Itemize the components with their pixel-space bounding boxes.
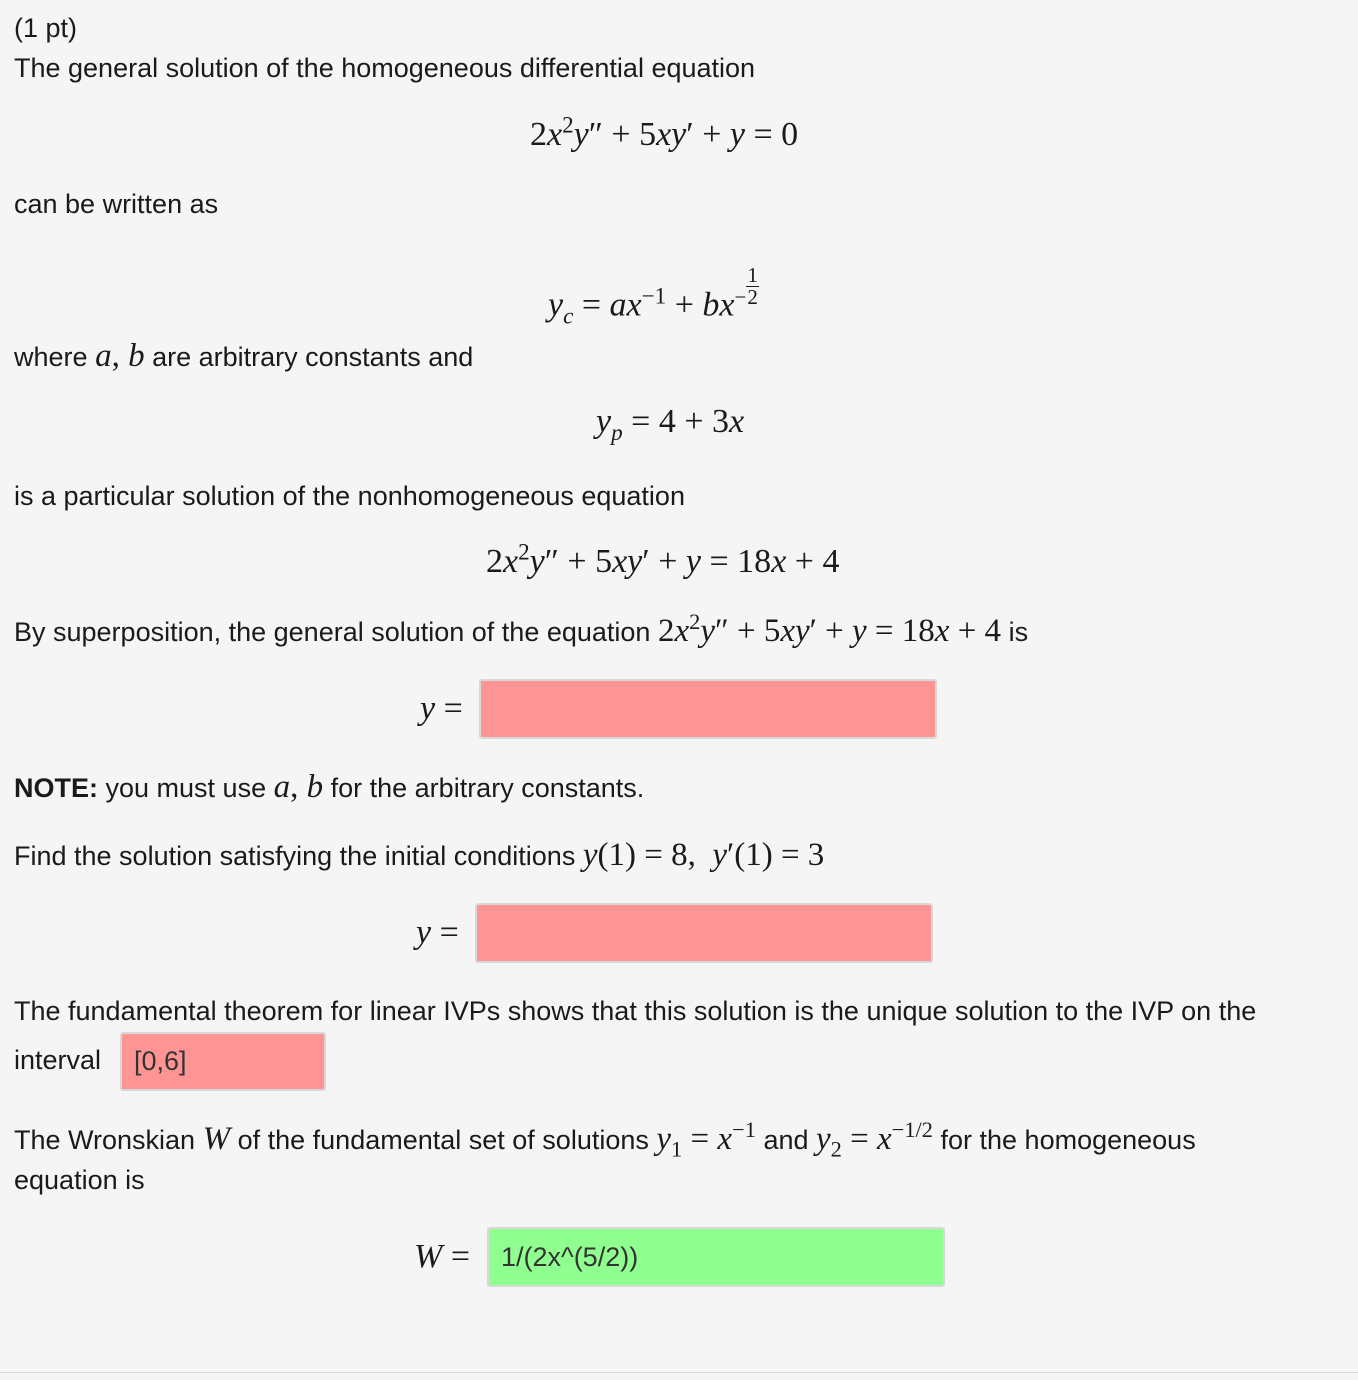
nonhomogeneous-equation: $2x^2y'' + 5xy' + y = 18x + 4$ xyxy=(486,539,840,580)
interval-label: interval xyxy=(14,1045,102,1075)
particular-text: is a particular solution of the nonhomogeneous equation xyxy=(14,481,685,511)
points-label: (1 pt) xyxy=(14,13,78,43)
theorem-text: The fundamental theorem for linear IVPs shows that this solution is the unique solution to the IVP on the xyxy=(14,996,1257,1026)
ivp-solution-input[interactable] xyxy=(475,903,933,963)
equation-is-text: equation is xyxy=(14,1165,145,1195)
wronskian-input[interactable] xyxy=(487,1227,945,1287)
particular-solution: $y_p = 4 + 3x$ xyxy=(596,403,745,446)
can-be-written-text: can be written as xyxy=(14,189,219,219)
general-solution-input[interactable] xyxy=(479,679,937,739)
intro-text: The general solution of the homogeneous differential equation xyxy=(14,53,756,83)
general-solution-label: y = xyxy=(420,690,463,727)
superposition-text: By superposition, the general solution of the equation $2x^2y'' + 5xy' + y = 18x + 4$ is xyxy=(14,609,1029,649)
wronskian-label: W = xyxy=(414,1238,471,1275)
homogeneous-equation: $2x^2y'' + 5xy' + y = 0$ xyxy=(530,112,799,153)
complementary-solution: $y_c = ax^{-1} + bx-$ $\frac{1}{2}$ xyxy=(548,263,758,330)
where-constants-text: where a, b are arbitrary constants and xyxy=(14,338,474,374)
wronskian-text: The Wronskian W of the fundamental set of solutions $y_1 = x^{-1}$ and $y_2 = x^{-1/2}$ for the homogeneous xyxy=(14,1117,1196,1162)
bottom-divider xyxy=(0,1372,1358,1373)
initial-conditions-text: Find the solution satisfying the initial conditions y(1) = 8, y′(1) = 3 xyxy=(14,837,825,873)
note-text: NOTE: you must use a, b for the arbitrary constants. xyxy=(14,769,645,805)
interval-input[interactable] xyxy=(120,1032,326,1091)
ivp-solution-label: y = xyxy=(416,914,459,951)
